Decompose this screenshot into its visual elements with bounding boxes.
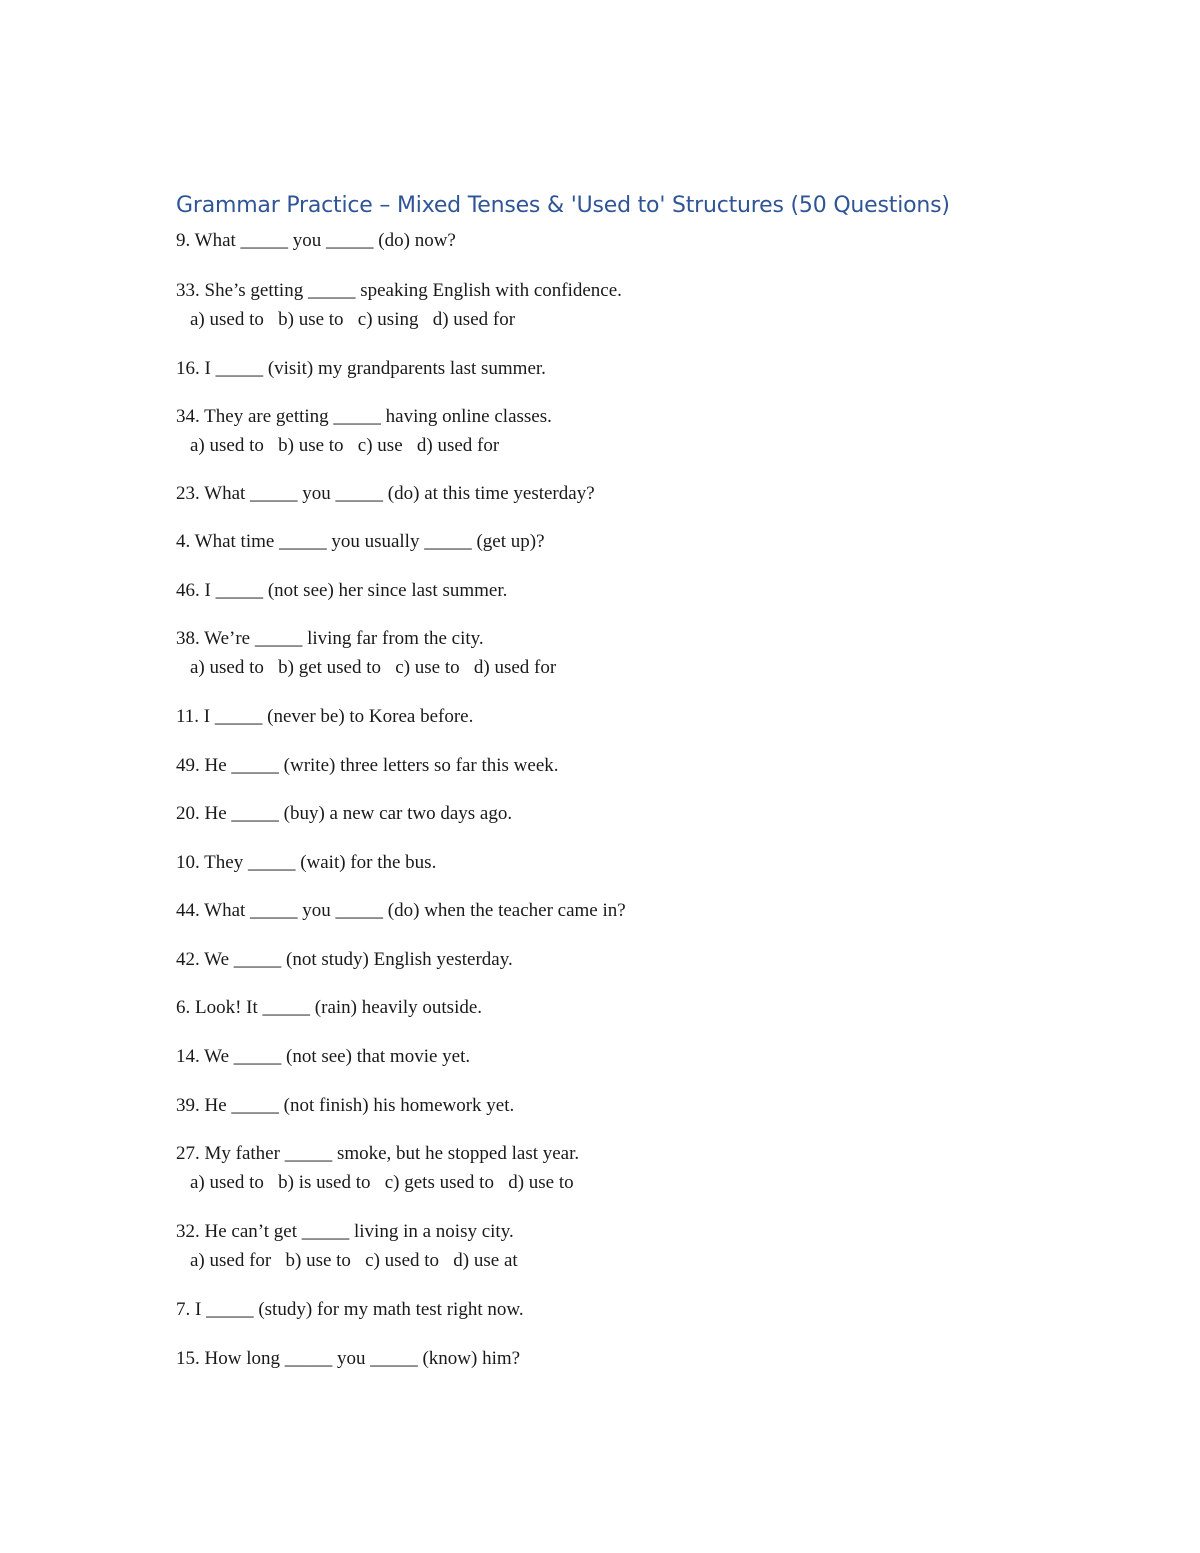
question-item [176, 402, 552, 460]
question-options: a) used to b) get used to c) use to d) used for [190, 657, 557, 678]
question-item [176, 354, 546, 383]
question-item [176, 751, 559, 780]
question-item [176, 1344, 520, 1373]
question-item [176, 527, 545, 556]
page-title: Grammar Practice – Mixed Tenses & 'Used to' Structures (50 Questions) [176, 193, 950, 218]
question-text: 4. What time _____ you usually _____ (get up)? [176, 531, 545, 552]
question-item [176, 848, 436, 877]
question-text: 46. I _____ (not see) her since last summer. [176, 580, 508, 601]
question-text: 20. He _____ (buy) a new car two days ago. [176, 803, 513, 824]
question-text: 34. They are getting _____ having online classes. [176, 406, 552, 427]
question-text: 9. What _____ you _____ (do) now? [176, 230, 456, 251]
question-item [176, 1295, 524, 1324]
question-item [176, 1217, 518, 1275]
question-text: 27. My father _____ smoke, but he stopped last year. [176, 1143, 580, 1164]
question-item [176, 799, 512, 828]
question-text: 6. Look! It _____ (rain) heavily outside. [176, 997, 483, 1018]
question-item [176, 945, 513, 974]
question-text: 7. I _____ (study) for my math test right now. [176, 1299, 524, 1320]
question-options: a) used to b) use to c) using d) used for [190, 309, 516, 330]
question-item [176, 702, 473, 731]
question-options: a) used for b) use to c) used to d) use at [190, 1250, 518, 1271]
question-text: 16. I _____ (visit) my grandparents last summer. [176, 358, 546, 379]
question-text: 39. He _____ (not finish) his homework yet. [176, 1095, 515, 1116]
question-text: 14. We _____ (not see) that movie yet. [176, 1046, 471, 1067]
question-item [176, 479, 595, 508]
question-text: 23. What _____ you _____ (do) at this time yesterday? [176, 483, 595, 504]
question-text: 10. They _____ (wait) for the bus. [176, 852, 437, 873]
question-item [176, 1091, 514, 1120]
question-item [176, 993, 482, 1022]
question-text: 38. We’re _____ living far from the city. [176, 628, 484, 649]
question-item [176, 576, 507, 605]
question-item [176, 276, 622, 334]
question-item [176, 1139, 579, 1197]
question-text: 15. How long _____ you _____ (know) him? [176, 1348, 521, 1369]
question-text: 11. I _____ (never be) to Korea before. [176, 706, 474, 727]
question-options: a) used to b) use to c) use d) used for [190, 435, 500, 456]
question-text: 42. We _____ (not study) English yesterday. [176, 949, 513, 970]
question-item [176, 226, 456, 255]
question-text: 49. He _____ (write) three letters so far this week. [176, 755, 559, 776]
question-item [176, 896, 626, 925]
question-text: 32. He can’t get _____ living in a noisy city. [176, 1221, 514, 1242]
question-text: 33. She’s getting _____ speaking English with confidence. [176, 280, 622, 301]
question-text: 44. What _____ you _____ (do) when the teacher came in? [176, 900, 626, 921]
question-item [176, 624, 556, 682]
question-item [176, 1042, 470, 1071]
question-options: a) used to b) is used to c) gets used to d) use to [190, 1172, 574, 1193]
